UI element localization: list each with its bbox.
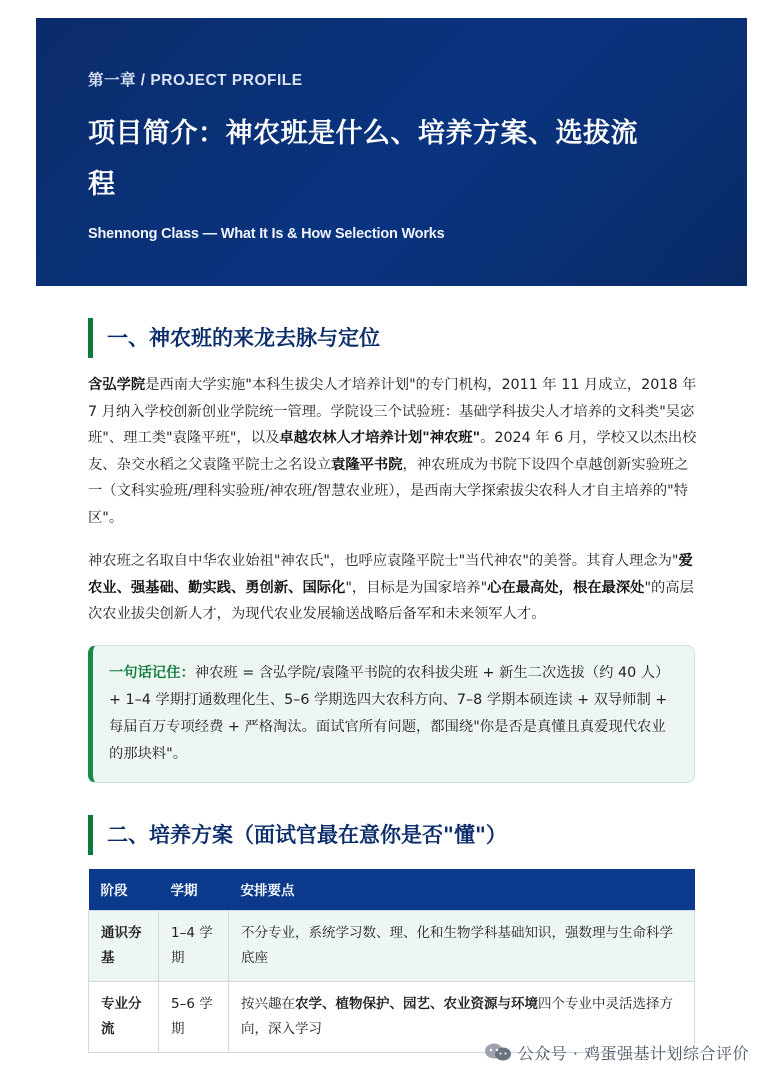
emphasis-text: 农学、植物保护、园艺、农业资源与环境: [295, 995, 538, 1012]
page-subtitle: Shennong Class — What It Is & How Selection Works: [88, 226, 445, 242]
emphasis-text: 含弘学院: [88, 377, 146, 393]
paragraph-name-origin: 神农班之名取自中华农业始祖"神农氏"，也呼应袁隆平院士"当代神农"的美誉。其育人理念为"爱农业、强基础、勤实践、勇创新、国际化"，目标是为国家培养"心在最高处，根在最深处"的高层次农业拔尖创新人才，为现代农业发展输送战略后备军和未来领军人才。: [88, 553, 694, 622]
callout-label: 一句话记住：: [109, 665, 195, 681]
detail-cell: 按兴趣在农学、植物保护、园艺、农业资源与环境四个专业中灵活选择方向，深入学习: [229, 981, 695, 1052]
wechat-icon: [484, 1042, 512, 1062]
table-row: [89, 910, 695, 981]
training-plan-table: [88, 869, 695, 1053]
summary-callout: [88, 645, 695, 783]
paragraph-intro: 含弘学院是西南大学实施"本科生拔尖人才培养计划"的专门机构，2011 年 11 月成立，2018 年 7 月纳入学校创新创业学院统一管理。学院设三个试验班：基础学科拔尖人才培养的文科类"吴宓班"、理工类"袁隆平班"，以及卓越农林人才培养计划"神农班"。2024 年 6 月，学校又以杰出校友、杂交水稻之父袁隆平院士之名设立袁隆平书院，神农班成为书院下设四个卓越创新实验班之一（文科实验班/理科实验班/神农班/智慧农业班），是西南大学探索拔尖农科人才自主培养的"特区"。: [88, 377, 697, 526]
account-watermark: [484, 1038, 749, 1066]
column-header-term: 学期: [159, 869, 229, 910]
table-header-row: [89, 869, 695, 910]
emphasis-text: 卓越农林人才培养计划"神农班": [279, 430, 481, 446]
emphasis-text: 袁隆平书院: [331, 456, 403, 473]
callout-text: 神农班 = 含弘学院/袁隆平书院的农科拔尖班 + 新生二次选拔（约 40 人）+ 1–4 学期打通数理化生、5–6 学期选四大农科方向、7–8 学期本硕连读 + 双导师制 + 每届百万专项经费 + 严格淘汰。面试官所有问题，都围绕"你是否是真懂且真爱现代农业的那块料"。: [109, 665, 670, 762]
emphasis-text: 爱农业、强基础、勤实践、勇创新、国际化: [88, 553, 693, 596]
column-header-detail: 安排要点: [229, 869, 695, 910]
section-heading-origin: 一、神农班的来龙去脉与定位: [88, 318, 708, 358]
watermark-text: 公众号 · 鸡蛋强基计划综合评价: [517, 1043, 749, 1063]
chapter-banner: [36, 18, 747, 286]
stage-cell: 通识夯基: [89, 910, 159, 981]
detail-cell: 不分专业，系统学习数、理、化和生物学科基础知识，强数理与生命科学底座: [229, 910, 695, 981]
column-header-stage: 阶段: [89, 869, 159, 910]
chapter-eyebrow: 第一章 / PROJECT PROFILE: [88, 72, 303, 89]
page-title-line2: 程: [88, 169, 116, 200]
page-title: [88, 108, 695, 210]
page-title-line1: 项目简介：神农班是什么、培养方案、选拔流: [88, 118, 638, 149]
stage-cell: 专业分流: [89, 981, 159, 1052]
section-heading-training-plan: 二、培养方案（面试官最在意你是否"懂"）: [88, 815, 708, 855]
emphasis-text: 心在最高处，根在最深处: [487, 579, 645, 596]
term-cell: 1–4 学期: [159, 910, 229, 981]
term-cell: 5–6 学期: [159, 981, 229, 1052]
